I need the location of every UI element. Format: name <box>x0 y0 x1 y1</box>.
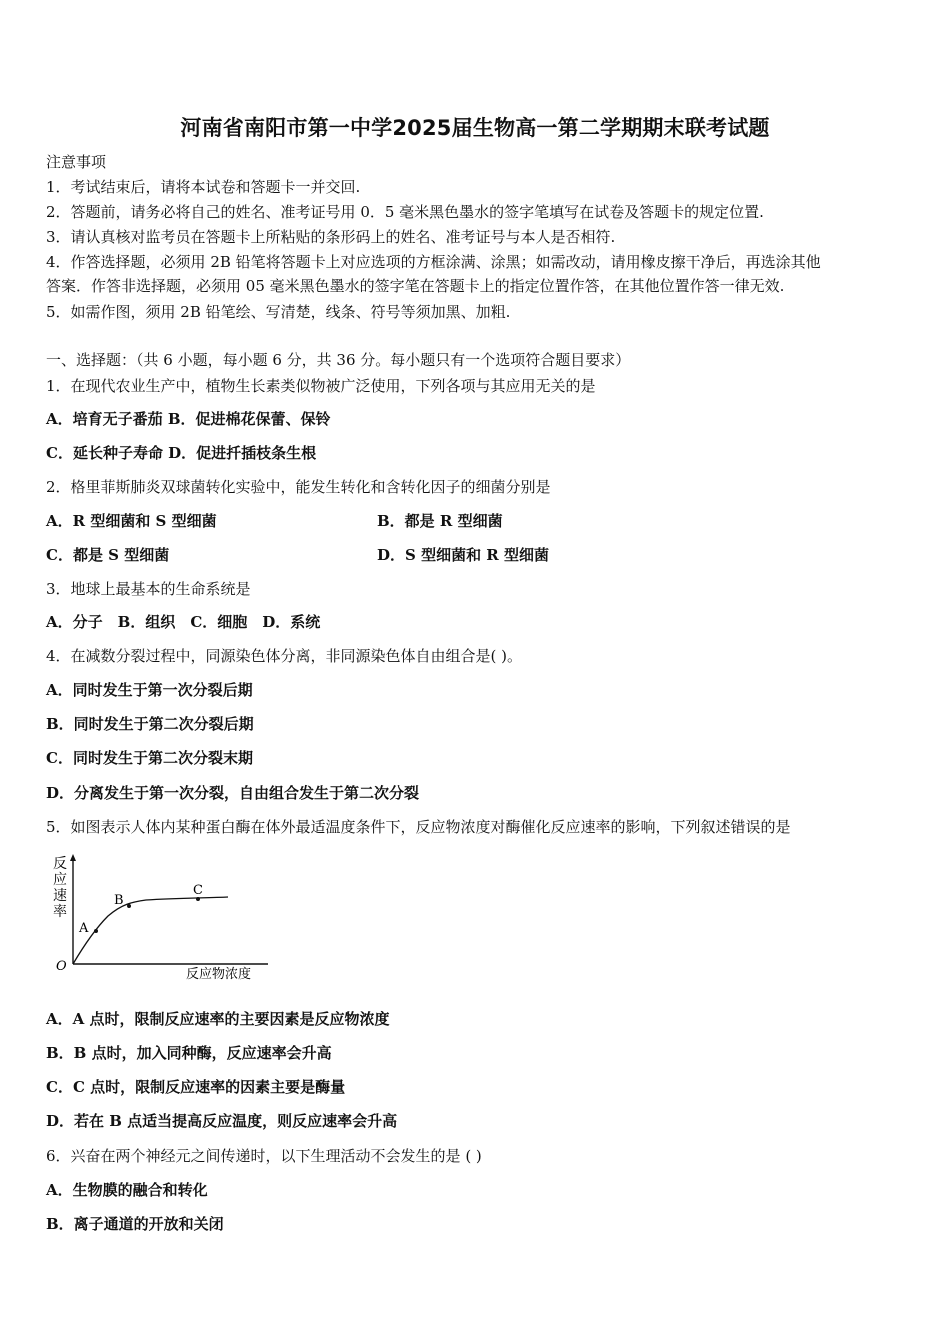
notice-item-4-cont: 答案．作答非选择题，必须用 05 毫米黑色墨水的签字笔在答题卡上的指定位置作答，在其他位置作答一律无效. <box>46 277 785 295</box>
figure-y-label-1: 反 <box>53 856 67 872</box>
figure-point-b <box>127 904 131 908</box>
q4-option-c: C．同时发生于第二次分裂末期 <box>46 749 253 767</box>
q5-option-d: D．若在 B 点适当提高反应温度，则反应速率会升高 <box>46 1112 398 1130</box>
figure-y-label-3: 速 <box>53 888 67 904</box>
figure-point-a <box>94 929 98 933</box>
figure-origin: O <box>56 959 67 974</box>
figure-label-a: A <box>79 921 89 936</box>
q4-option-a: A．同时发生于第一次分裂后期 <box>46 681 253 699</box>
q5-option-b: B．B 点时，加入同种酶，反应速率会升高 <box>46 1044 332 1062</box>
q5-reaction-rate-figure <box>46 850 276 985</box>
q6-option-a: A．生物膜的融合和转化 <box>46 1181 208 1199</box>
q4-option-d: D．分离发生于第一次分裂，自由组合发生于第二次分裂 <box>46 784 420 802</box>
notice-item-4: 4．作答选择题，必须用 2B 铅笔将答题卡上对应选项的方框涂满、涂黑；如需改动，请用橡皮擦干净后，再选涂其他 <box>46 253 821 271</box>
section-heading: 一、选择题：（共 6 小题，每小题 6 分，共 36 分。每小题只有一个选项符合题目要求） <box>46 351 631 369</box>
q2-option-a: A．R 型细菌和 S 型细菌 <box>46 512 217 530</box>
q2-option-b: B．都是 R 型细菌 <box>377 512 503 530</box>
q5-stem: 5．如图表示人体内某种蛋白酶在体外最适温度条件下，反应物浓度对酶催化反应速率的影响，下列叙述错误的是 <box>46 818 791 836</box>
notice-heading: 注意事项 <box>46 153 107 171</box>
figure-label-b: B <box>114 893 124 908</box>
q4-option-b: B．同时发生于第二次分裂后期 <box>46 715 254 733</box>
page-title: 河南省南阳市第一中学2025届生物高一第二学期期末联考试题 <box>180 116 770 140</box>
q5-option-a: A．A 点时，限制反应速率的主要因素是反应物浓度 <box>46 1010 390 1028</box>
notice-item-1: 1．考试结束后，请将本试卷和答题卡一并交回. <box>46 178 361 196</box>
q2-stem: 2．格里菲斯肺炎双球菌转化实验中，能发生转化和含转化因子的细菌分别是 <box>46 478 551 496</box>
q1-options-row1: A．培育无子番茄 B．促进棉花保蕾、保铃 <box>46 410 331 428</box>
notice-item-3: 3．请认真核对监考员在答题卡上所粘贴的条形码上的姓名、准考证号与本人是否相符. <box>46 228 616 246</box>
figure-y-label-2: 应 <box>53 872 67 888</box>
figure-label-c: C <box>193 883 203 898</box>
notice-item-2: 2．答题前，请务必将自己的姓名、准考证号用 0．5 毫米黑色墨水的签字笔填写在试卷及答题卡的规定位置. <box>46 203 764 221</box>
q3-options: A．分子 B．组织 C．细胞 D．系统 <box>46 613 321 631</box>
q2-option-c: C．都是 S 型细菌 <box>46 546 170 564</box>
q3-stem: 3．地球上最基本的生命系统是 <box>46 580 251 598</box>
q6-stem: 6．兴奋在两个神经元之间传递时，以下生理活动不会发生的是 ( ) <box>46 1147 482 1165</box>
figure-x-label: 反应物浓度 <box>186 967 252 982</box>
figure-y-label-4: 率 <box>53 904 67 920</box>
q1-options-row2: C．延长种子寿命 D．促进扦插枝条生根 <box>46 444 317 462</box>
q5-option-c: C．C 点时，限制反应速率的因素主要是酶量 <box>46 1078 346 1096</box>
figure-y-axis-arrow <box>70 854 76 861</box>
notice-item-5: 5．如需作图，须用 2B 铅笔绘、写清楚，线条、符号等须加黑、加粗. <box>46 303 511 321</box>
q2-option-d: D．S 型细菌和 R 型细菌 <box>377 546 549 564</box>
q6-option-b: B．离子通道的开放和关闭 <box>46 1215 224 1233</box>
q1-stem: 1．在现代农业生产中，植物生长素类似物被广泛使用，下列各项与其应用无关的是 <box>46 377 596 395</box>
q4-stem: 4．在减数分裂过程中，同源染色体分离，非同源染色体自由组合是( )。 <box>46 647 523 665</box>
